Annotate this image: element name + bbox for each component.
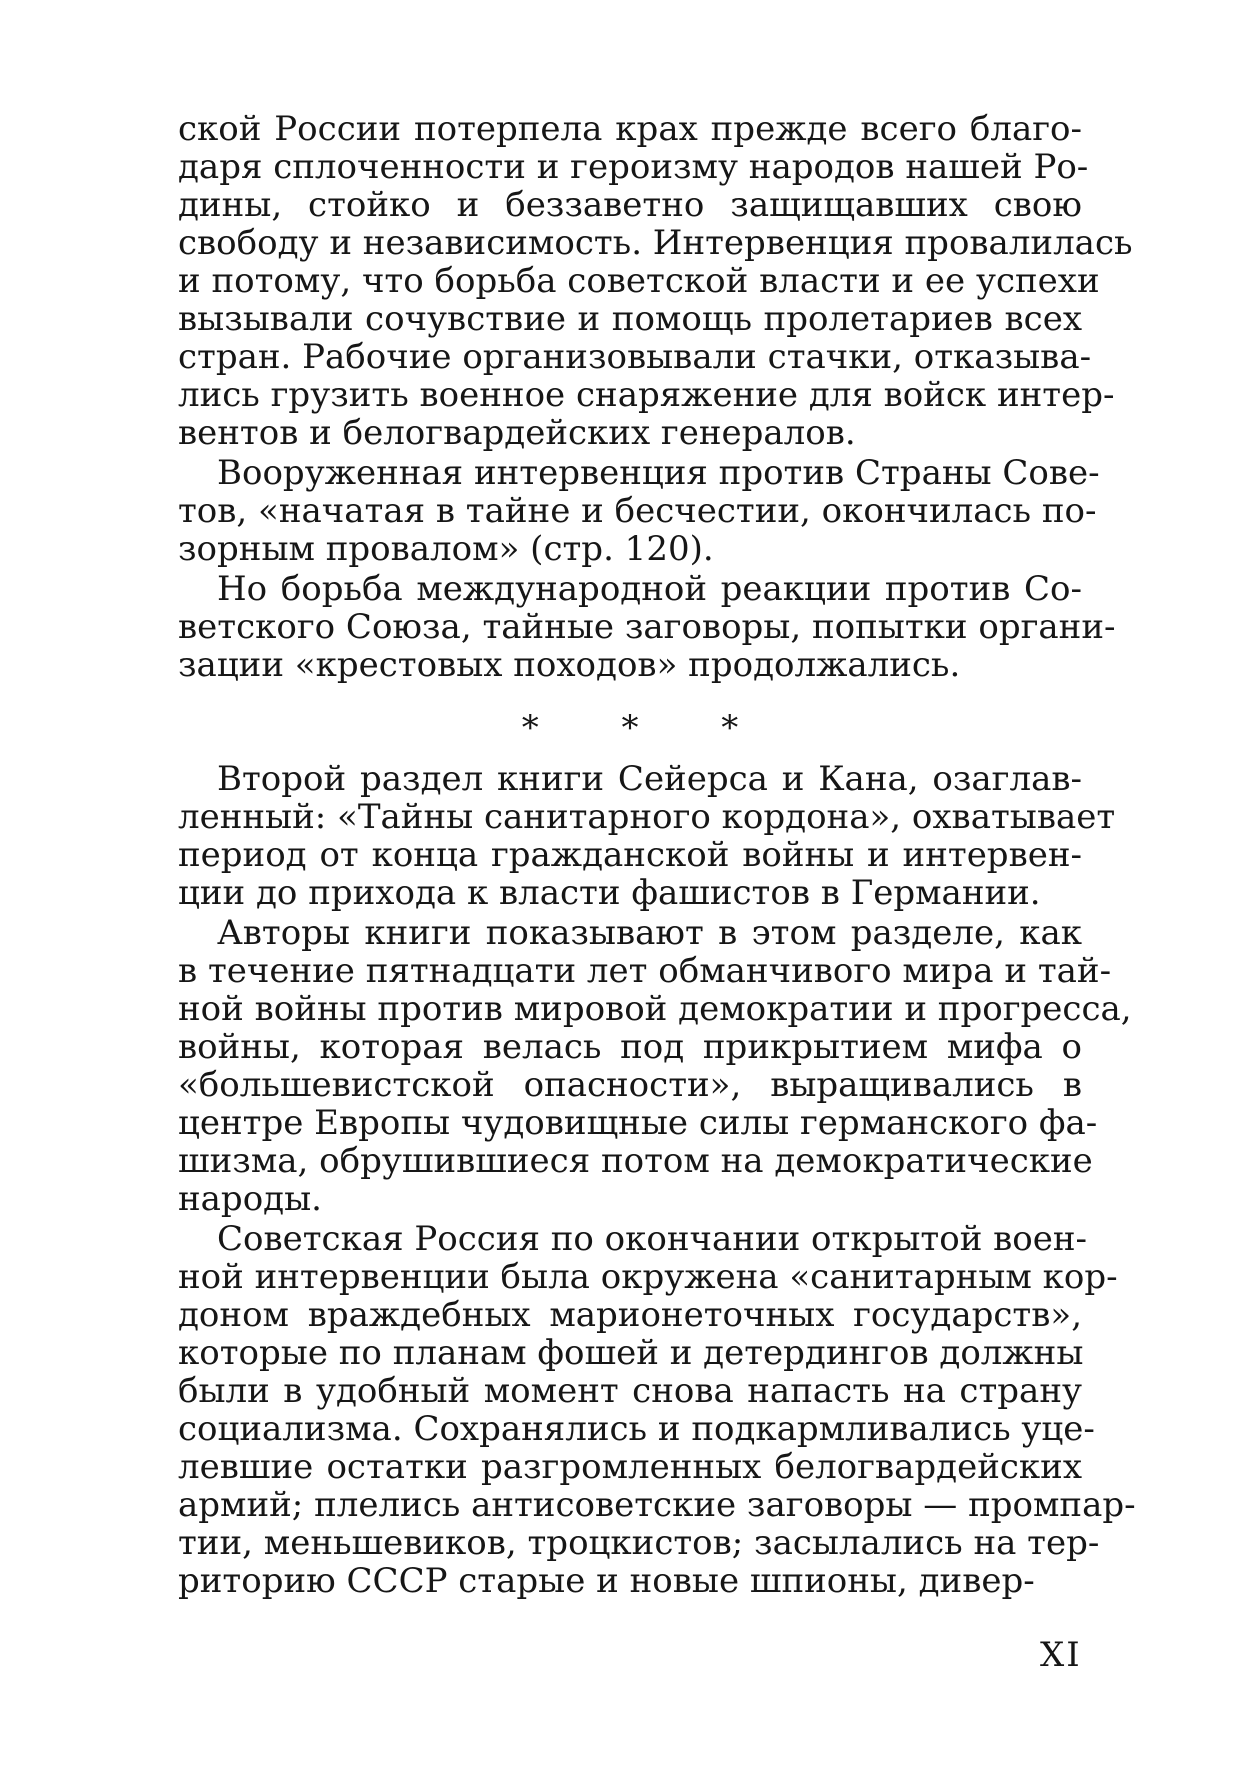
text-line: социализма. Сохранялись и подкармливались уце- <box>178 1409 1095 1449</box>
text-line: армий; плелись антисоветские заговоры — промпар- <box>178 1485 1136 1525</box>
book-page <box>178 109 1136 1601</box>
text-line: лись грузить военное снаряжение для войск интер- <box>178 375 1115 415</box>
text-block-before-separator <box>178 109 1133 685</box>
paragraph <box>178 453 1100 569</box>
paragraph <box>178 1219 1136 1601</box>
text-line: Вооруженная интервенция против Страны Сове- <box>217 453 1100 493</box>
text-line: вентов и белогвардейских генералов. <box>178 413 856 453</box>
text-line: стран. Рабочие организовывали стачки, отказыва- <box>178 337 1092 377</box>
text-line: были в удобный момент снова напасть на страну <box>178 1371 1082 1411</box>
paragraph <box>178 569 1116 685</box>
paragraph <box>178 109 1133 453</box>
text-line: тии, меньшевиков, троцкистов; засылались на тер- <box>178 1523 1100 1563</box>
text-line: дины, стойко и беззаветно защищавших свою <box>178 185 1082 225</box>
section-separator: * * * <box>521 708 775 748</box>
text-line: центре Европы чудовищные силы германского фа- <box>178 1103 1098 1143</box>
text-line: ной войны против мировой демократии и прогресса, <box>178 989 1132 1029</box>
text-line: ветского Союза, тайные заговоры, попытки органи- <box>178 607 1116 647</box>
text-line: риторию СССР старые и новые шпионы, дивер- <box>178 1561 1035 1601</box>
text-line: шизма, обрушившиеся потом на демократические <box>178 1141 1093 1181</box>
text-line: ской России потерпела крах прежде всего благо- <box>178 109 1082 149</box>
text-line: Второй раздел книги Сейерса и Кана, озаглав- <box>217 759 1082 799</box>
text-line: тов, «начатая в тайне и бесчестии, окончилась по- <box>178 491 1097 531</box>
text-line: Но борьба международной реакции против Со- <box>217 569 1082 609</box>
text-line: ной интервенции была окружена «санитарным кор- <box>178 1257 1118 1297</box>
text-line: ции до прихода к власти фашистов в Германии. <box>178 873 1041 913</box>
text-line: зации «крестовых походов» продолжались. <box>178 645 961 685</box>
text-line: левшие остатки разгромленных белогвардейских <box>178 1447 1082 1487</box>
paragraph <box>178 913 1132 1219</box>
text-line: которые по планам фошей и детердингов должны <box>178 1333 1084 1373</box>
text-line: зорным провалом» (стр. 120). <box>178 529 714 569</box>
text-line: Авторы книги показывают в этом разделе, как <box>217 913 1082 953</box>
text-line: период от конца гражданской войны и интервен- <box>178 835 1082 875</box>
text-line: «большевистской опасности», выращивались в <box>178 1065 1082 1105</box>
text-line: в течение пятнадцати лет обманчивого мира и тай- <box>178 951 1112 991</box>
text-line: народы. <box>178 1179 322 1219</box>
text-line: вызывали сочувствие и помощь пролетариев всех <box>178 299 1082 339</box>
text-line: свободу и независимость. Интервенция провалилась <box>178 223 1133 263</box>
text-line: Советская Россия по окончании открытой воен- <box>217 1219 1088 1259</box>
text-line: и потому, что борьба советской власти и ее успехи <box>178 261 1100 301</box>
text-line: ленный: «Тайны санитарного кордона», охватывает <box>178 797 1116 837</box>
page-number: XI <box>1040 1635 1082 1675</box>
text-line: доном враждебных марионеточных государств», <box>178 1295 1082 1335</box>
paragraph <box>178 759 1116 913</box>
text-block-after-separator <box>178 759 1136 1601</box>
text-line: даря сплоченности и героизму народов нашей Ро- <box>178 147 1089 187</box>
text-line: войны, которая велась под прикрытием мифа о <box>178 1027 1082 1067</box>
